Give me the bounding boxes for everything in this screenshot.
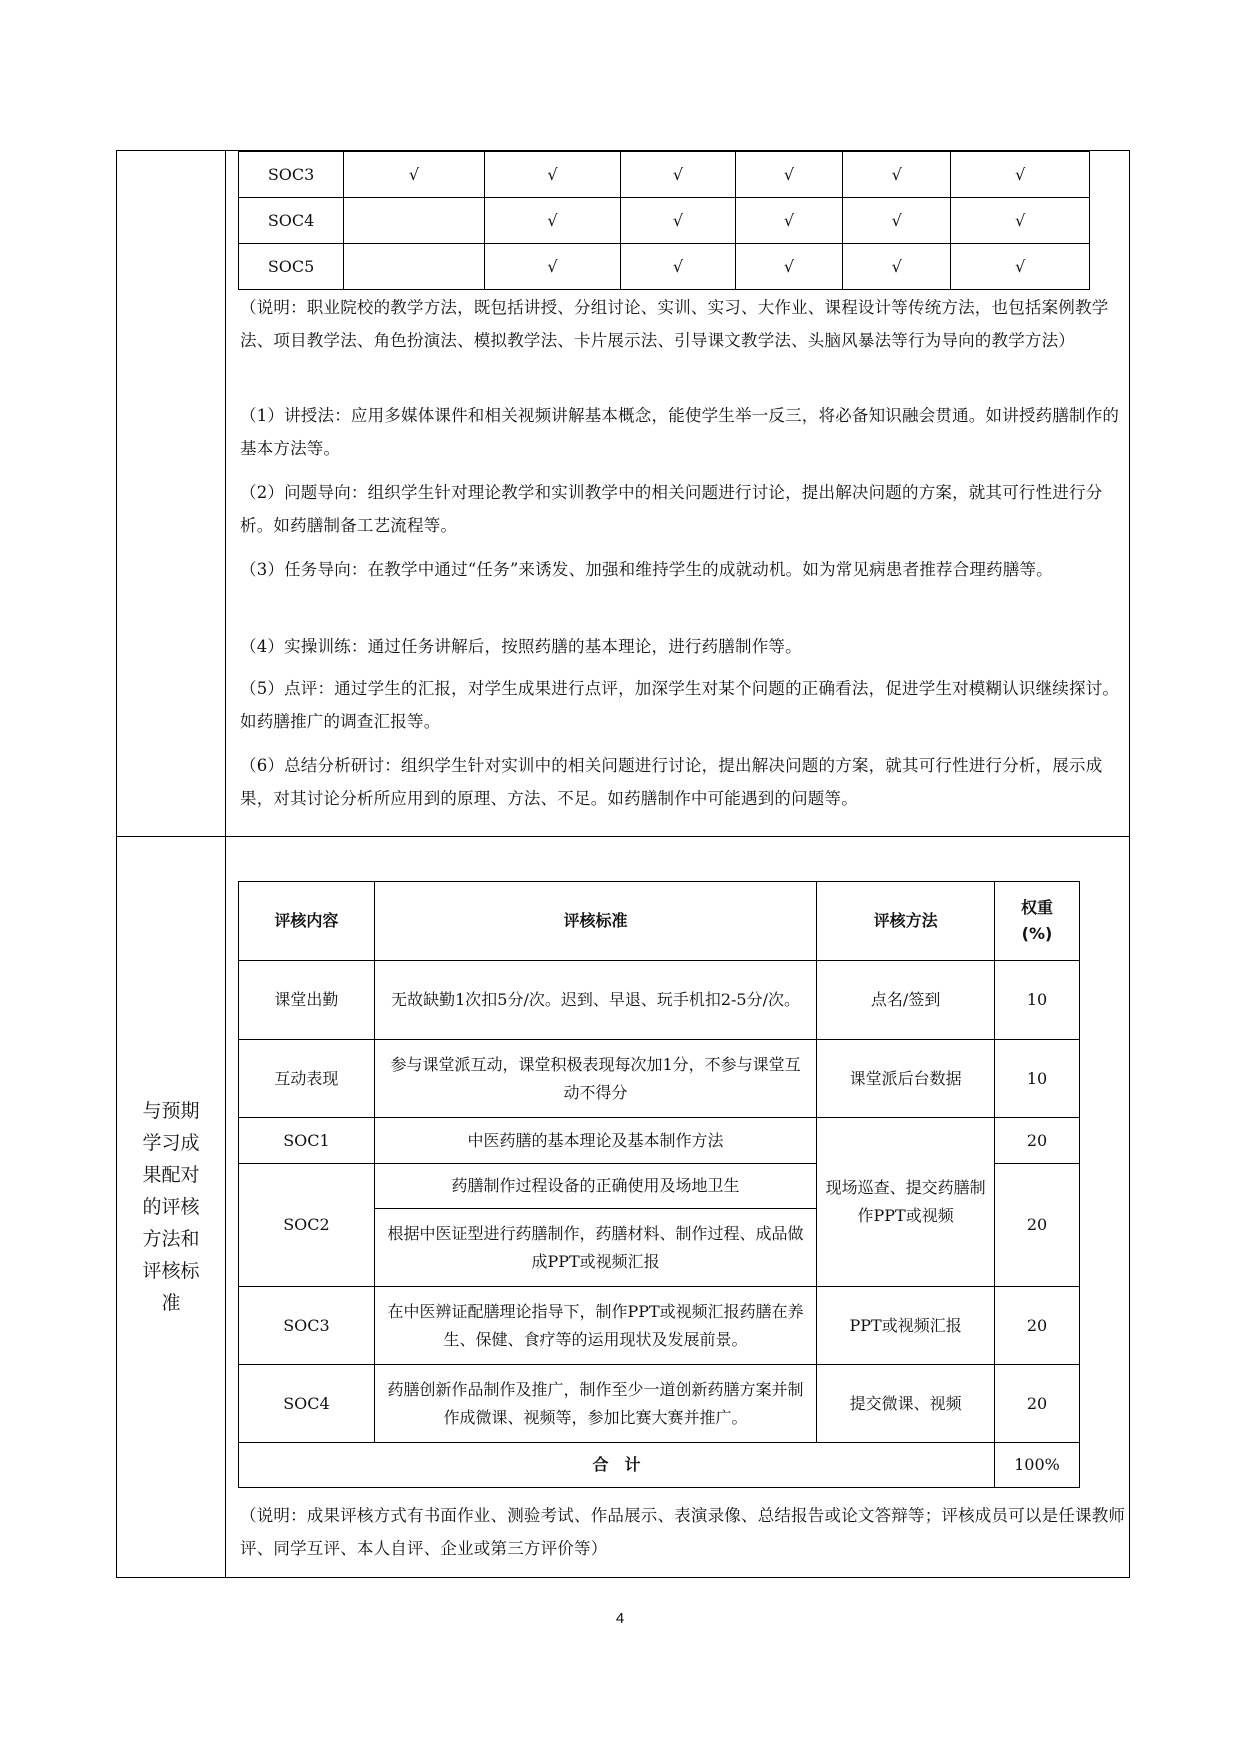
column-header: 评核标准 — [374, 882, 816, 961]
soc-code: SOC5 — [239, 244, 344, 290]
check-mark: √ — [621, 244, 736, 290]
assessment-weight-cell: 10 — [995, 1040, 1080, 1118]
column-header: 评核方法 — [817, 882, 995, 961]
assessment-weight-cell: 20 — [995, 1365, 1080, 1443]
table-row — [239, 1365, 1080, 1443]
check-mark: √ — [843, 198, 951, 244]
assessment-standard-cell: 药膳制作过程设备的正确使用及场地卫生 — [374, 1164, 816, 1209]
assessment-standard-cell: 在中医辨证配膳理论指导下，制作PPT或视频汇报药膳在养生、保健、食疗等的运用现状及发展前景。 — [374, 1287, 816, 1365]
check-mark: √ — [621, 198, 736, 244]
assessment-method-cell: 点名/签到 — [817, 961, 995, 1040]
section-label: 与预期学习成果配对的评核方法和评核标准 — [142, 1100, 200, 1314]
method-paragraph: （2）问题导向：组织学生针对理论教学和实训教学中的相关问题进行讨论，提出解决问题的方案，就其可行性进行分析。如药膳制备工艺流程等。 — [240, 483, 1103, 535]
check-mark: √ — [484, 152, 620, 198]
check-mark: √ — [735, 152, 842, 198]
method-paragraph: （3）任务导向：在教学中通过“任务”来诱发、加强和维持学生的成就动机。如为常见病患者推荐合理药膳等。 — [240, 560, 1053, 579]
column-header: 权重(%) — [995, 882, 1080, 961]
method-paragraph: （5）点评：通过学生的汇报，对学生成果进行点评，加深学生对某个问题的正确看法，促进学生对模糊认识继续探讨。如药膳推广的调查汇报等。 — [240, 679, 1120, 731]
check-mark: √ — [344, 152, 485, 198]
check-mark: √ — [735, 244, 842, 290]
teaching-methods-content — [226, 151, 1129, 836]
assessment-weight-cell: 10 — [995, 961, 1080, 1040]
assessment-method-cell: PPT或视频汇报 — [817, 1287, 995, 1365]
assessment-standard-cell: 参与课堂派互动，课堂积极表现每次加1分，不参与课堂互动不得分 — [374, 1040, 816, 1118]
teaching-methods-row — [117, 151, 1129, 837]
course-form-table — [116, 150, 1130, 1578]
assessment-method-cell: 现场巡查、提交药膳制作PPT或视频 — [817, 1118, 995, 1287]
check-mark: √ — [951, 198, 1090, 244]
assessment-content-cell: 课堂出勤 — [239, 961, 375, 1040]
table-row — [239, 152, 1090, 198]
check-mark — [344, 244, 485, 290]
row-label-cell — [117, 151, 226, 836]
assessment-content-cell: 互动表现 — [239, 1040, 375, 1118]
table-total-row — [239, 1443, 1080, 1488]
check-mark — [344, 198, 485, 244]
table-row — [239, 1118, 1080, 1164]
check-mark: √ — [951, 244, 1090, 290]
table-row — [239, 1287, 1080, 1365]
soc-code: SOC4 — [239, 198, 344, 244]
assessment-standard-cell: 无故缺勤1次扣5分/次。迟到、早退、玩手机扣2-5分/次。 — [374, 961, 816, 1040]
table-row — [239, 244, 1090, 290]
methods-note: （说明：职业院校的教学方法，既包括讲授、分组讨论、实训、实习、大作业、课程设计等传统方法，也包括案例教学法、项目教学法、角色扮演法、模拟教学法、卡片展示法、引导课文教学法、头脑风暴法等行为导向的教学方法） — [240, 298, 1109, 350]
assessment-content-cell: SOC1 — [239, 1118, 375, 1164]
assessment-weight-cell: 20 — [995, 1164, 1080, 1287]
total-label: 合 计 — [239, 1443, 995, 1488]
check-mark: √ — [951, 152, 1090, 198]
assessment-standard-cell: 根据中医证型进行药膳制作，药膳材料、制作过程、成品做成PPT或视频汇报 — [374, 1209, 816, 1287]
soc-code: SOC3 — [239, 152, 344, 198]
check-mark: √ — [484, 198, 620, 244]
assessment-standard-cell: 药膳创新作品制作及推广，制作至少一道创新药膳方案并制作成微课、视频等，参加比赛大赛并推广。 — [374, 1365, 816, 1443]
assessment-content — [226, 837, 1129, 1577]
method-paragraph: （4）实操训练：通过任务讲解后，按照药膳的基本理论，进行药膳制作等。 — [240, 637, 802, 656]
page-number: 4 — [615, 1610, 625, 1627]
assessment-weight-cell: 20 — [995, 1118, 1080, 1164]
column-header: 评核内容 — [239, 882, 375, 961]
assessment-row — [117, 837, 1129, 1577]
method-paragraph: （6）总结分析研讨：组织学生针对实训中的相关问题进行讨论，提出解决问题的方案，就其可行性进行分析，展示成果，对其讨论分析所应用到的原理、方法、不足。如药膳制作中可能遇到的问题等。 — [240, 756, 1103, 808]
table-row — [239, 1040, 1080, 1118]
table-row — [239, 961, 1080, 1040]
check-mark: √ — [843, 244, 951, 290]
table-header-row — [239, 882, 1080, 961]
method-paragraph: （1）讲授法：应用多媒体课件和相关视频讲解基本概念，能使学生举一反三，将必备知识融会贯通。如讲授药膳制作的基本方法等。 — [240, 406, 1120, 458]
methods-matrix-table — [238, 151, 1090, 290]
assessment-method-cell: 提交微课、视频 — [817, 1365, 995, 1443]
assessment-method-cell: 课堂派后台数据 — [817, 1040, 995, 1118]
assessment-content-cell: SOC2 — [239, 1164, 375, 1287]
check-mark: √ — [621, 152, 736, 198]
assessment-content-cell: SOC3 — [239, 1287, 375, 1365]
table-row — [239, 198, 1090, 244]
check-mark: √ — [484, 244, 620, 290]
row-label-cell — [117, 837, 226, 1577]
total-value: 100% — [995, 1443, 1080, 1488]
assessment-standard-cell: 中医药膳的基本理论及基本制作方法 — [374, 1118, 816, 1164]
assessment-note: （说明：成果评核方式有书面作业、测验考试、作品展示、表演录像、总结报告或论文答辩等；评核成员可以是任课教师评、同学互评、本人自评、企业或第三方评价等） — [240, 1506, 1126, 1558]
assessment-table — [238, 881, 1080, 1488]
check-mark: √ — [735, 198, 842, 244]
assessment-content-cell: SOC4 — [239, 1365, 375, 1443]
assessment-weight-cell: 20 — [995, 1287, 1080, 1365]
check-mark: √ — [843, 152, 951, 198]
